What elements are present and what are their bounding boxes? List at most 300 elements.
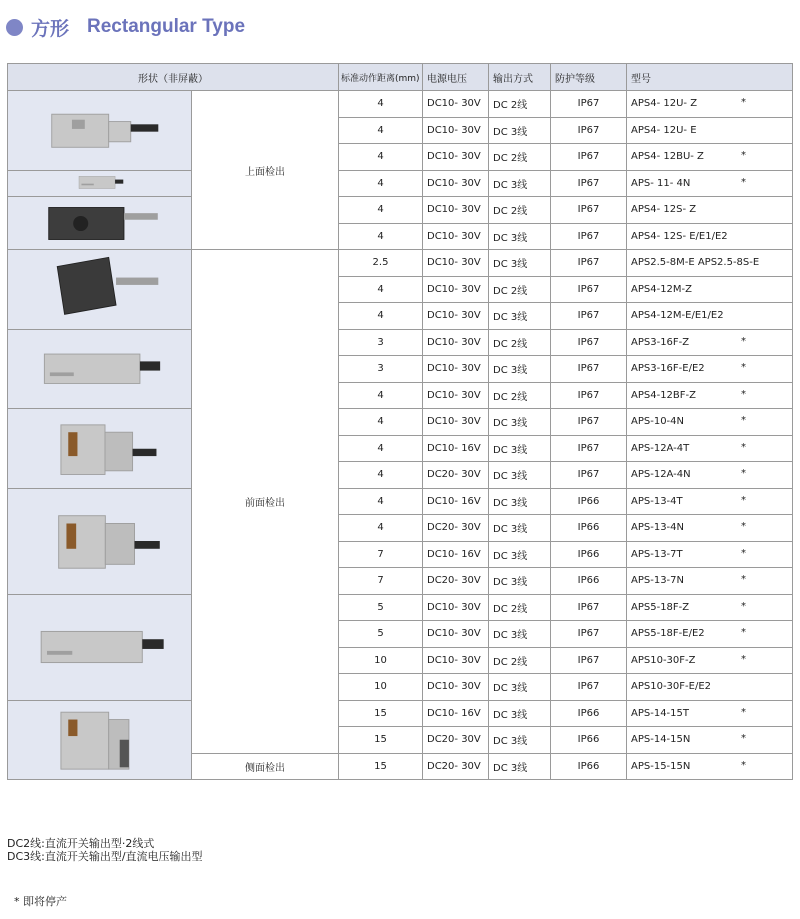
discontinued-star: * xyxy=(741,335,746,347)
cell-model xyxy=(627,170,793,197)
cell-output xyxy=(489,621,551,648)
sensor-illustration xyxy=(12,703,187,777)
cell-voltage xyxy=(423,568,489,595)
distance-text: 2.5 xyxy=(372,257,389,269)
cell-protection xyxy=(551,382,627,409)
output-text: DC 2线 xyxy=(493,285,528,297)
cell-distance xyxy=(339,91,423,118)
distance-text: 4 xyxy=(377,230,384,242)
sensor-illustration xyxy=(12,94,187,168)
cell-model xyxy=(627,488,793,515)
voltage-text: DC10- 30V xyxy=(427,601,481,613)
distance-text: 15 xyxy=(374,760,387,772)
cell-protection xyxy=(551,409,627,436)
model-text: APS-10-4N xyxy=(631,416,685,428)
model-text: APS-13-4T xyxy=(631,495,683,507)
model-text: APS5-18F-E/E2 xyxy=(631,628,705,640)
output-text: DC 3线 xyxy=(493,550,528,562)
cell-model xyxy=(627,753,793,780)
discontinued-star: * xyxy=(741,362,746,373)
cell-model xyxy=(627,382,793,409)
voltage-text: DC20- 30V xyxy=(427,760,481,772)
model-text: APS-14-15T xyxy=(631,707,689,719)
distance-text: 4 xyxy=(377,495,384,507)
distance-text: 4 xyxy=(377,442,384,454)
sensor-illustration xyxy=(12,597,187,697)
voltage-text: DC10- 16V xyxy=(427,495,481,507)
cell-voltage xyxy=(423,91,489,118)
discontinued-star: * xyxy=(741,176,746,188)
cell-protection xyxy=(551,197,627,224)
cell-distance xyxy=(339,674,423,701)
bullet-dot-icon xyxy=(6,19,23,36)
cell-voltage xyxy=(423,753,489,780)
cell-model xyxy=(627,356,793,383)
protection-text: IP67 xyxy=(577,204,600,216)
distance-text: 4 xyxy=(377,283,384,295)
voltage-text: DC10- 30V xyxy=(427,98,481,110)
header-protection: 防护等级 xyxy=(551,64,627,91)
cell-model xyxy=(627,91,793,118)
cell-distance xyxy=(339,700,423,727)
discontinued-star: * xyxy=(741,415,746,426)
note-dc2: DC2线:直流开关输出型·2线式 xyxy=(7,837,155,850)
voltage-text: DC20- 30V xyxy=(427,734,481,746)
header-model: 型号 xyxy=(627,64,793,91)
cell-voltage xyxy=(423,382,489,409)
model-text: APS-12A-4N xyxy=(631,469,691,481)
header-distance: 标准动作距离(mm) xyxy=(339,64,423,91)
sensor-illustration xyxy=(12,200,187,247)
sensor-image-m xyxy=(8,250,192,330)
distance-text: 7 xyxy=(377,548,384,560)
model-text: APS2.5-8M-E APS2.5-8S-E xyxy=(631,257,760,269)
cell-model xyxy=(627,568,793,595)
voltage-text: DC10- 30V xyxy=(427,230,481,242)
protection-text: IP66 xyxy=(577,522,600,534)
distance-text: 4 xyxy=(377,469,384,481)
cell-model xyxy=(627,621,793,648)
discontinued-star: * xyxy=(741,468,746,479)
cell-voltage xyxy=(423,647,489,674)
protection-text: IP67 xyxy=(577,177,600,189)
table-row xyxy=(8,170,793,197)
cell-output xyxy=(489,594,551,621)
output-text: DC 3线 xyxy=(493,762,528,774)
discontinued-star: * xyxy=(741,574,746,585)
distance-text: 4 xyxy=(377,151,384,163)
sensor-illustration xyxy=(12,173,187,194)
output-text: DC 3线 xyxy=(493,259,528,271)
model-text: APS-13-7N xyxy=(631,575,685,587)
protection-text: IP66 xyxy=(577,707,600,719)
cell-model xyxy=(627,303,793,330)
voltage-text: DC10- 30V xyxy=(427,283,481,295)
cell-distance xyxy=(339,382,423,409)
discontinued-star: * xyxy=(741,600,746,612)
output-text: DC 3线 xyxy=(493,736,528,748)
cell-output xyxy=(489,515,551,542)
sensor-illustration xyxy=(12,332,187,406)
protection-text: IP67 xyxy=(577,628,600,640)
cell-model xyxy=(627,117,793,144)
sensor-illustration xyxy=(12,491,187,591)
cell-output xyxy=(489,568,551,595)
cell-protection xyxy=(551,594,627,621)
protection-text: IP66 xyxy=(577,495,600,507)
model-text: APS-12A-4T xyxy=(631,442,690,454)
protection-text: IP67 xyxy=(577,469,600,481)
cell-model xyxy=(627,647,793,674)
cell-model xyxy=(627,197,793,224)
protection-text: IP66 xyxy=(577,734,600,746)
output-text: DC 2线 xyxy=(493,206,528,218)
cell-protection xyxy=(551,223,627,250)
table-row xyxy=(8,329,793,356)
cell-output xyxy=(489,356,551,383)
voltage-text: DC10- 30V xyxy=(427,416,481,428)
protection-text: IP67 xyxy=(577,230,600,242)
sensor-image-big xyxy=(8,700,192,780)
cell-distance xyxy=(339,727,423,754)
cell-distance xyxy=(339,647,423,674)
notes xyxy=(7,837,203,863)
cell-output xyxy=(489,541,551,568)
protection-text: IP67 xyxy=(577,389,600,401)
table-row xyxy=(8,594,793,621)
note-dc3: DC3线:直流开关输出型/直流电压输出型 xyxy=(7,850,203,863)
voltage-text: DC10- 30V xyxy=(427,310,481,322)
cell-distance xyxy=(339,409,423,436)
model-text: APS4- 12S- E/E1/E2 xyxy=(631,230,728,242)
cell-output xyxy=(489,409,551,436)
model-text: APS-13-4N xyxy=(631,522,685,534)
cell-output xyxy=(489,647,551,674)
cell-output xyxy=(489,753,551,780)
model-text: APS-13-7T xyxy=(631,548,683,560)
cell-distance xyxy=(339,329,423,356)
cell-output xyxy=(489,329,551,356)
sensor-image-flat xyxy=(8,170,192,197)
distance-text: 10 xyxy=(374,654,387,666)
cell-voltage xyxy=(423,223,489,250)
cell-protection xyxy=(551,356,627,383)
protection-text: IP66 xyxy=(577,548,600,560)
cell-model xyxy=(627,276,793,303)
discontinued-star: * xyxy=(741,759,746,771)
output-text: DC 3线 xyxy=(493,179,528,191)
cell-distance xyxy=(339,303,423,330)
protection-text: IP67 xyxy=(577,416,600,428)
cell-voltage xyxy=(423,488,489,515)
cell-distance xyxy=(339,488,423,515)
cell-voltage xyxy=(423,303,489,330)
model-text: APS4-12BF-Z xyxy=(631,389,696,401)
voltage-text: DC10- 30V xyxy=(427,336,481,348)
discontinued-star: * xyxy=(741,653,746,665)
cell-voltage xyxy=(423,674,489,701)
voltage-text: DC10- 30V xyxy=(427,628,481,640)
cell-protection xyxy=(551,488,627,515)
cell-protection xyxy=(551,170,627,197)
cell-model xyxy=(627,250,793,277)
cell-voltage xyxy=(423,515,489,542)
model-text: APS4- 12BU- Z xyxy=(631,151,704,163)
header-voltage: 电源电压 xyxy=(423,64,489,91)
cell-protection xyxy=(551,435,627,462)
distance-text: 4 xyxy=(377,204,384,216)
cell-protection xyxy=(551,515,627,542)
voltage-text: DC10- 30V xyxy=(427,389,481,401)
cell-protection xyxy=(551,621,627,648)
cell-protection xyxy=(551,647,627,674)
model-text: APS10-30F-E/E2 xyxy=(631,681,712,693)
cell-protection xyxy=(551,250,627,277)
cell-model xyxy=(627,223,793,250)
sensor-image-u xyxy=(8,91,192,171)
model-text: APS4- 12S- Z xyxy=(631,204,697,216)
sensor-image-dark xyxy=(8,197,192,250)
cell-voltage xyxy=(423,621,489,648)
cell-model xyxy=(627,329,793,356)
header-output: 输出方式 xyxy=(489,64,551,91)
cell-output xyxy=(489,488,551,515)
cell-voltage xyxy=(423,727,489,754)
table-row xyxy=(8,197,793,224)
protection-text: IP67 xyxy=(577,124,600,136)
voltage-text: DC10- 30V xyxy=(427,124,481,136)
voltage-text: DC20- 30V xyxy=(427,522,481,534)
protection-text: IP67 xyxy=(577,283,600,295)
cell-model xyxy=(627,435,793,462)
protection-text: IP67 xyxy=(577,257,600,269)
cell-output xyxy=(489,144,551,171)
cell-output xyxy=(489,700,551,727)
sensor-illustration xyxy=(12,412,187,486)
cell-output xyxy=(489,170,551,197)
cell-distance xyxy=(339,197,423,224)
protection-text: IP67 xyxy=(577,363,600,375)
distance-text: 4 xyxy=(377,177,384,189)
footnote: * 即将停产 xyxy=(14,895,67,908)
distance-text: 4 xyxy=(377,310,384,322)
output-text: DC 3线 xyxy=(493,524,528,536)
cell-protection xyxy=(551,462,627,489)
cell-output xyxy=(489,382,551,409)
model-text: APS- 11- 4N xyxy=(631,177,691,189)
distance-text: 4 xyxy=(377,124,384,136)
distance-text: 4 xyxy=(377,522,384,534)
sensor-image-cube xyxy=(8,409,192,489)
voltage-text: DC10- 30V xyxy=(427,177,481,189)
distance-text: 10 xyxy=(374,681,387,693)
cell-voltage xyxy=(423,170,489,197)
distance-text: 15 xyxy=(374,707,387,719)
cell-output xyxy=(489,674,551,701)
protection-text: IP67 xyxy=(577,601,600,613)
cell-protection xyxy=(551,541,627,568)
cell-voltage xyxy=(423,409,489,436)
cell-voltage xyxy=(423,276,489,303)
output-text: DC 2线 xyxy=(493,656,528,668)
cell-voltage xyxy=(423,144,489,171)
cell-model xyxy=(627,594,793,621)
model-text: APS-15-15N xyxy=(631,760,691,772)
protection-text: IP67 xyxy=(577,336,600,348)
model-text: APS4- 12U- Z xyxy=(631,98,698,110)
cell-protection xyxy=(551,303,627,330)
cell-output xyxy=(489,303,551,330)
cell-voltage xyxy=(423,462,489,489)
model-text: APS3-16F-Z xyxy=(631,336,690,348)
sensor-image-cube2 xyxy=(8,488,192,594)
voltage-text: DC10- 30V xyxy=(427,363,481,375)
protection-text: IP67 xyxy=(577,98,600,110)
cell-output xyxy=(489,435,551,462)
protection-text: IP67 xyxy=(577,681,600,693)
voltage-text: DC10- 30V xyxy=(427,681,481,693)
cell-output xyxy=(489,91,551,118)
distance-text: 5 xyxy=(377,601,384,613)
discontinued-star: * xyxy=(741,521,746,532)
cell-voltage xyxy=(423,197,489,224)
discontinued-star: * xyxy=(741,706,746,718)
output-text: DC 2线 xyxy=(493,100,528,112)
table-row xyxy=(8,488,793,515)
protection-text: IP66 xyxy=(577,575,600,587)
sensor-image-flat3 xyxy=(8,594,192,700)
spec-table xyxy=(7,63,793,780)
cell-protection xyxy=(551,753,627,780)
table-row xyxy=(8,409,793,436)
output-text: DC 3线 xyxy=(493,312,528,324)
cell-voltage xyxy=(423,594,489,621)
distance-text: 3 xyxy=(377,363,384,375)
voltage-text: DC10- 30V xyxy=(427,654,481,666)
output-text: DC 3线 xyxy=(493,444,528,456)
voltage-text: DC10- 16V xyxy=(427,548,481,560)
cell-model xyxy=(627,541,793,568)
cell-distance xyxy=(339,594,423,621)
discontinued-star: * xyxy=(741,441,746,453)
discontinued-star: * xyxy=(741,388,746,400)
cell-protection xyxy=(551,727,627,754)
voltage-text: DC10- 16V xyxy=(427,707,481,719)
cell-distance xyxy=(339,144,423,171)
protection-text: IP67 xyxy=(577,151,600,163)
output-text: DC 2线 xyxy=(493,391,528,403)
discontinued-star: * xyxy=(741,494,746,506)
cell-voltage xyxy=(423,356,489,383)
cell-distance xyxy=(339,515,423,542)
output-text: DC 3线 xyxy=(493,232,528,244)
cell-output xyxy=(489,250,551,277)
cell-protection xyxy=(551,674,627,701)
output-text: DC 3线 xyxy=(493,630,528,642)
cell-output xyxy=(489,197,551,224)
cell-distance xyxy=(339,117,423,144)
cell-distance xyxy=(339,753,423,780)
cell-model xyxy=(627,144,793,171)
cell-distance xyxy=(339,223,423,250)
cell-model xyxy=(627,674,793,701)
output-text: DC 3线 xyxy=(493,709,528,721)
cell-distance xyxy=(339,356,423,383)
cell-model xyxy=(627,462,793,489)
cell-distance xyxy=(339,170,423,197)
detection-top: 上面检出 xyxy=(192,91,339,250)
sensor-illustration xyxy=(12,250,187,324)
voltage-text: DC10- 30V xyxy=(427,204,481,216)
cell-voltage xyxy=(423,700,489,727)
cell-protection xyxy=(551,117,627,144)
cell-distance xyxy=(339,276,423,303)
cell-protection xyxy=(551,329,627,356)
table-row xyxy=(8,250,793,277)
output-text: DC 2线 xyxy=(493,338,528,350)
cell-distance xyxy=(339,462,423,489)
cell-model xyxy=(627,727,793,754)
sensor-image-flat2 xyxy=(8,329,192,409)
output-text: DC 3线 xyxy=(493,126,528,138)
discontinued-star: * xyxy=(741,547,746,559)
section-header xyxy=(6,12,245,42)
cell-distance xyxy=(339,435,423,462)
cell-output xyxy=(489,223,551,250)
section-title-cn: 方形 xyxy=(31,17,70,40)
discontinued-star: * xyxy=(741,733,746,744)
detection-front: 前面检出 xyxy=(192,250,339,754)
voltage-text: DC20- 30V xyxy=(427,469,481,481)
table-row xyxy=(8,91,793,118)
model-text: APS-14-15N xyxy=(631,734,691,746)
cell-voltage xyxy=(423,435,489,462)
discontinued-star: * xyxy=(741,150,746,161)
cell-voltage xyxy=(423,541,489,568)
output-text: DC 3线 xyxy=(493,683,528,695)
voltage-text: DC10- 16V xyxy=(427,442,481,454)
cell-protection xyxy=(551,568,627,595)
protection-text: IP66 xyxy=(577,760,600,772)
cell-model xyxy=(627,515,793,542)
model-text: APS4- 12U- E xyxy=(631,124,697,136)
output-text: DC 3线 xyxy=(493,471,528,483)
cell-distance xyxy=(339,568,423,595)
header-shape: 形状（非屏蔽） xyxy=(8,64,339,91)
model-text: APS4-12M-Z xyxy=(631,283,693,295)
output-text: DC 2线 xyxy=(493,153,528,165)
cell-protection xyxy=(551,144,627,171)
cell-model xyxy=(627,409,793,436)
voltage-text: DC20- 30V xyxy=(427,575,481,587)
distance-text: 5 xyxy=(377,628,384,640)
output-text: DC 3线 xyxy=(493,418,528,430)
protection-text: IP67 xyxy=(577,442,600,454)
distance-text: 15 xyxy=(374,734,387,746)
distance-text: 4 xyxy=(377,416,384,428)
output-text: DC 2线 xyxy=(493,603,528,615)
table-row xyxy=(8,700,793,727)
distance-text: 4 xyxy=(377,98,384,110)
cell-voltage xyxy=(423,117,489,144)
detection-side: 侧面检出 xyxy=(192,753,339,780)
table-header-row xyxy=(8,64,793,91)
voltage-text: DC10- 30V xyxy=(427,257,481,269)
protection-text: IP67 xyxy=(577,654,600,666)
cell-protection xyxy=(551,276,627,303)
cell-protection xyxy=(551,700,627,727)
section-title-en: Rectangular Type xyxy=(87,16,246,37)
